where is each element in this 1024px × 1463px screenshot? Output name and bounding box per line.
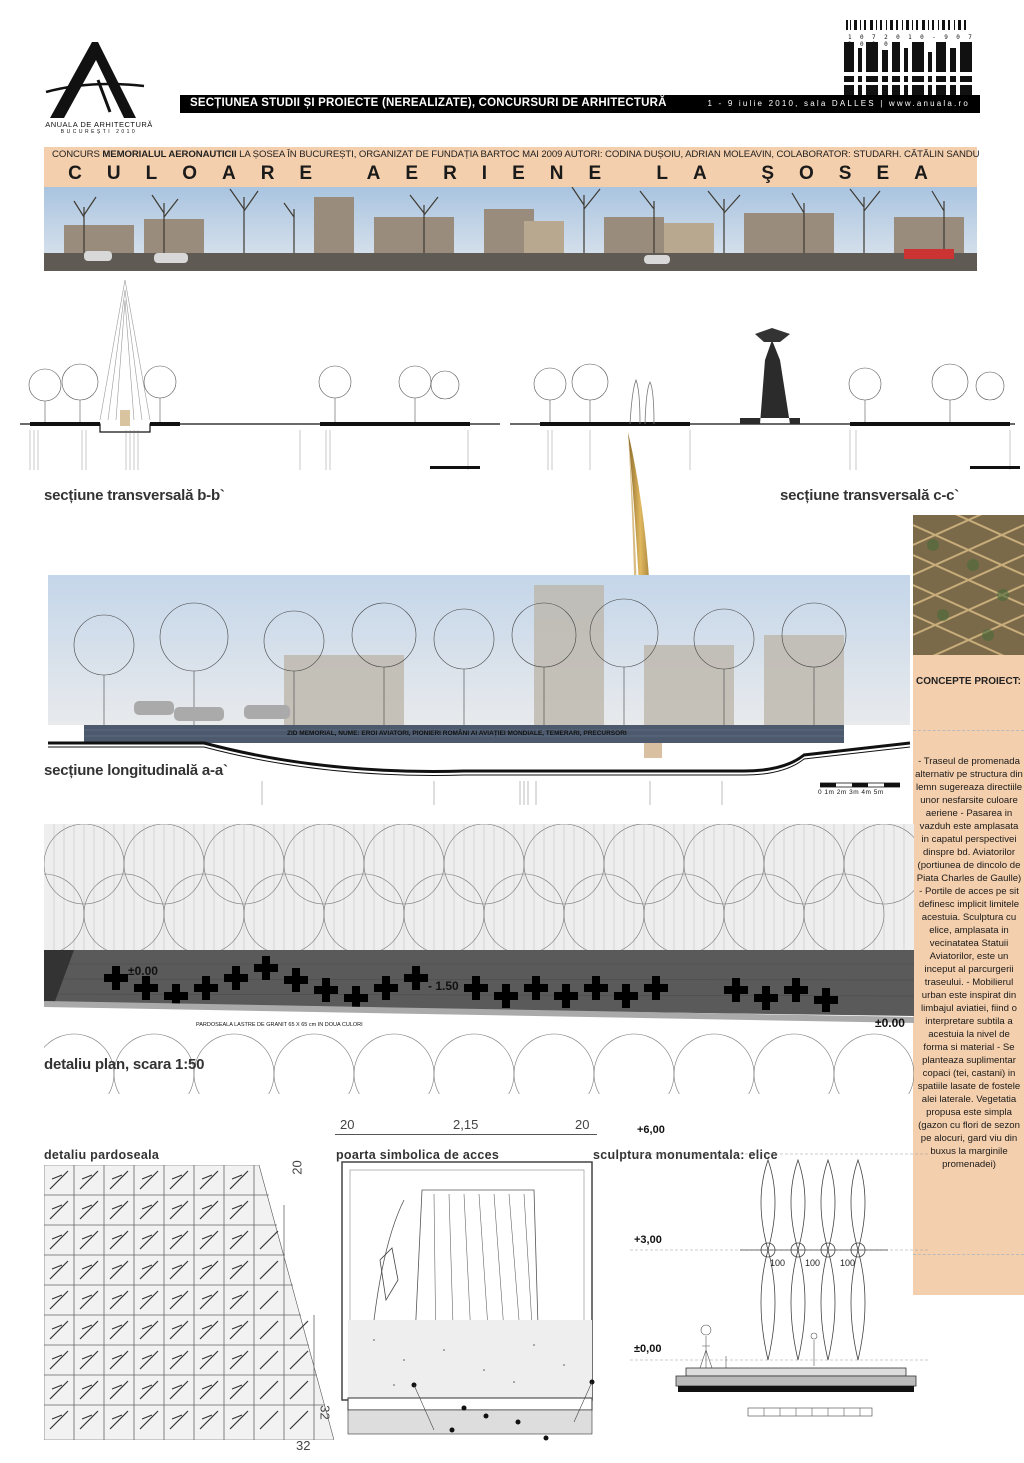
propeller-sculpture-drawing xyxy=(630,1150,930,1430)
section-cc-label: secțiune transversală c-c` xyxy=(780,487,960,504)
paving-pattern-drawing xyxy=(44,1165,334,1440)
dim-20-left: 20 xyxy=(340,1117,355,1132)
level-right: ±0.00 xyxy=(875,1016,905,1030)
plan-detail-label: detaliu plan, scara 1:50 xyxy=(44,1056,205,1073)
level-6-00: +6,00 xyxy=(637,1124,665,1136)
title-bar xyxy=(180,95,980,113)
prop-dim-b: 100 xyxy=(805,1258,821,1268)
dim-2-15: 2,15 xyxy=(453,1117,479,1132)
section-aa-label: secțiune longitudinală a-a` xyxy=(44,762,228,779)
gate-dim-line xyxy=(335,1134,597,1135)
level-left: ±0.00 xyxy=(128,964,158,978)
section-title: SECȚIUNEA STUDII ȘI PROIECTE (NEREALIZATE), CONCURSURI DE ARHITECTURĂ xyxy=(190,97,667,109)
plan-drawing xyxy=(44,824,914,1094)
barcode-digits: 1 0 7 2 0 1 0 - 9 0 7 2 0 1 0 xyxy=(848,34,975,48)
barcode-graphic xyxy=(844,20,974,96)
access-gate-drawing xyxy=(334,1160,604,1460)
scale-bar xyxy=(820,782,900,788)
gate-label: poarta simbolica de acces xyxy=(336,1148,500,1162)
prop-dim-c: 100 xyxy=(840,1258,856,1268)
concept-title: CONCEPTE PROIECT: xyxy=(915,676,1021,687)
contest-line xyxy=(52,149,980,160)
dim-32-vert: 32 xyxy=(317,1405,333,1420)
section-bb-label: secțiune transversală b-b` xyxy=(44,487,225,504)
logo-name: ANUALA DE ARHITECTURĂ xyxy=(45,120,153,129)
paving-detail-label: detaliu pardoseala xyxy=(44,1148,160,1162)
contest-prefix: CONCURS xyxy=(52,149,103,160)
prop-dim-a: 100 xyxy=(770,1258,786,1268)
project-title: CULOARE AERIENE LA ŞOSEA xyxy=(68,163,953,184)
street-panorama-photo xyxy=(44,187,977,271)
sculpture-label: sculptura monumentala: elice xyxy=(593,1148,778,1162)
dim-20-vert: 20 xyxy=(289,1160,305,1175)
level-mid: - 1.50 xyxy=(428,979,459,993)
scale-bar-label: 0 1m 2m 3m 4m 5m xyxy=(818,789,884,796)
level-0-00: ±0,00 xyxy=(634,1343,662,1355)
dim-20-right: 20 xyxy=(575,1117,590,1132)
logo-city: BUCUREȘTI 2010 xyxy=(60,129,138,135)
contest-rest: LA ȘOSEA ÎN BUCUREȘTI, ORGANIZAT DE FUNDAȚIA BARTOC MAI 2009 AUTORI: CODINA DUȘOIU, ADRIAN MOLEAVIN, COLABORATOR: STUDARH. CĂTĂLIN SANDU xyxy=(236,149,980,160)
event-info: 1 - 9 iulie 2010, sala DALLES | www.anuala.ro xyxy=(707,99,970,108)
level-3-00: +3,00 xyxy=(634,1234,662,1246)
concept-text: - Traseul de promenada alternativ pe structura din lemn sugereaza directiile unor nesfarsite culoare aeriene - Pasarea in vazduh este amplasata in capatul perspectivei dinspre bd. Aviatorilor (portiunea de dincolo de Piata Charles de Gaulle) - Portile de acces pe sit definesc implicit limitele acestuia. Sculptura cu elice, amplasata in vecinatatea Statuii Aviatorilor, este un inceput al parcurgerii traseului. - Mobilierul urban este inspirat din limbajul aviatiei, fiind o interpretare subtila a acestuia la nivel de forma si material - Se planteaza suplimentar copaci (tei, castani) in spatiile lasate de fostele alei laterale. Vegetatia propusa este simpla (gazon cu flori de sezon pe alocuri, gard viu din buxus la marginile promenadei) xyxy=(915,756,1023,1170)
contest-name: MEMORIALUL AERONAUTICII xyxy=(102,149,237,160)
dim-32-bottom: 32 xyxy=(296,1438,311,1453)
memorial-wall-label: ZID MEMORIAL, NUME: EROI AVIATORI, PIONIERI ROMÂNI AI AVIAȚIEI MONDIALE, TEMERARI, PRECURSORI xyxy=(287,730,627,737)
paving-note: PARDOSEALA LASTRE DE GRANIT 65 X 65 cm IN DOUA CULORI xyxy=(196,1022,363,1028)
timber-lattice-photo xyxy=(913,515,1024,655)
transverse-sections-drawing xyxy=(0,270,1024,490)
